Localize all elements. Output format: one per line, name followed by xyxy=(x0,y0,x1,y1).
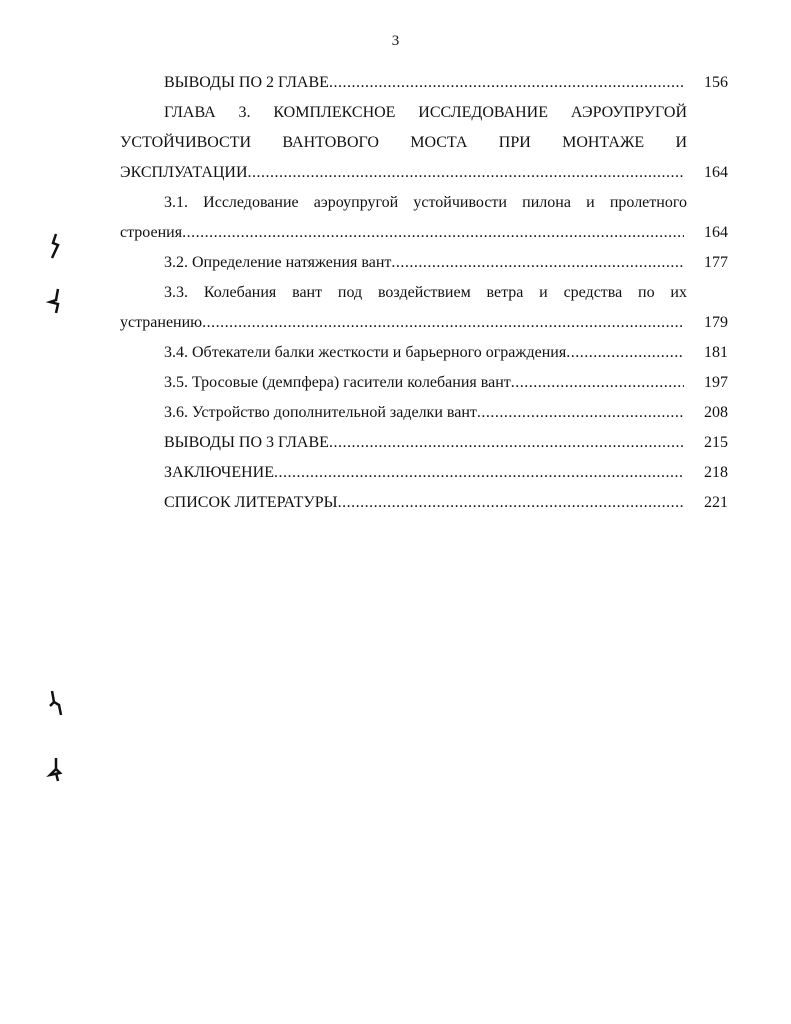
toc-entry-label: СПИСОК ЛИТЕРАТУРЫ xyxy=(164,494,338,511)
leader-dots xyxy=(477,398,684,428)
toc-entry-page: 179 xyxy=(704,314,728,331)
toc-entry-label-line1: 3.1. Исследование аэроупругой устойчивости пилона и пролетного xyxy=(164,194,687,211)
toc-entry-page: 181 xyxy=(704,344,728,361)
toc-entry-label-line1: 3.3. Колебания вант под воздействием ветра и средства по их xyxy=(164,284,687,301)
toc-entry-label: 3.2. Определение натяжения вант xyxy=(164,254,392,271)
table-of-contents xyxy=(120,68,728,518)
toc-entry-3-4 xyxy=(120,338,728,368)
toc-entry-conclusions-ch2 xyxy=(120,68,728,98)
toc-entry-page: 221 xyxy=(704,494,728,511)
toc-entry-last-line xyxy=(120,158,728,188)
toc-entry-label: ВЫВОДЫ ПО 2 ГЛАВЕ xyxy=(164,74,329,91)
toc-entry-label-line3: ЭКСПЛУАТАЦИИ xyxy=(120,164,248,181)
scan-mark xyxy=(46,757,66,783)
toc-entry-page: 164 xyxy=(704,164,728,181)
leader-dots xyxy=(329,428,684,458)
leader-dots xyxy=(274,458,684,488)
leader-dots xyxy=(391,248,684,278)
toc-entry-page: 156 xyxy=(704,74,728,91)
toc-entry-label-line1: ГЛАВА 3. КОМПЛЕКСНОЕ ИССЛЕДОВАНИЕ АЭРОУПРУГОЙ xyxy=(164,104,687,121)
leader-dots xyxy=(338,488,684,518)
leader-dots xyxy=(248,158,684,188)
toc-entry-page: 177 xyxy=(704,254,728,271)
toc-entry-label: 3.4. Обтекатели балки жесткости и барьерного ограждения xyxy=(164,344,567,361)
leader-dots xyxy=(182,218,684,248)
toc-entry-3-6 xyxy=(120,398,728,428)
toc-entry-label-line2: строения xyxy=(120,224,183,241)
scan-mark xyxy=(44,233,64,259)
toc-entry-label: 3.6. Устройство дополнительной заделки вант xyxy=(164,404,477,421)
page-number: 3 xyxy=(391,33,400,49)
leader-dots xyxy=(511,368,684,398)
toc-entry-3-3 xyxy=(120,278,728,338)
toc-entry-label-line2: УСТОЙЧИВОСТИ ВАНТОВОГО МОСТА ПРИ МОНТАЖЕ И xyxy=(120,134,687,151)
toc-entry-last-line xyxy=(120,218,728,248)
toc-entry-3-5 xyxy=(120,368,728,398)
toc-entry-page: 164 xyxy=(704,224,728,241)
toc-entry-label: ЗАКЛЮЧЕНИЕ xyxy=(164,464,274,481)
toc-entry-references xyxy=(120,488,728,518)
toc-entry-conclusions-ch3 xyxy=(120,428,728,458)
leader-dots xyxy=(329,68,684,98)
toc-entry-page: 197 xyxy=(704,374,728,391)
toc-entry-3-2 xyxy=(120,248,728,278)
toc-entry-label: ВЫВОДЫ ПО 3 ГЛАВЕ xyxy=(164,434,329,451)
toc-entry-conclusion xyxy=(120,458,728,488)
toc-entry-chapter3 xyxy=(120,98,728,188)
toc-entry-page: 218 xyxy=(704,464,728,481)
toc-entry-label: 3.5. Тросовые (демпфера) гасители колебания вант xyxy=(164,374,511,391)
scan-mark xyxy=(46,288,66,314)
scan-mark xyxy=(46,690,66,716)
toc-entry-page: 208 xyxy=(704,404,728,421)
leader-dots xyxy=(566,338,684,368)
leader-dots xyxy=(202,308,684,338)
toc-entry-label-line2: устранению xyxy=(120,314,203,331)
toc-entry-last-line xyxy=(120,308,728,338)
toc-entry-3-1 xyxy=(120,188,728,248)
toc-entry-page: 215 xyxy=(704,434,728,451)
